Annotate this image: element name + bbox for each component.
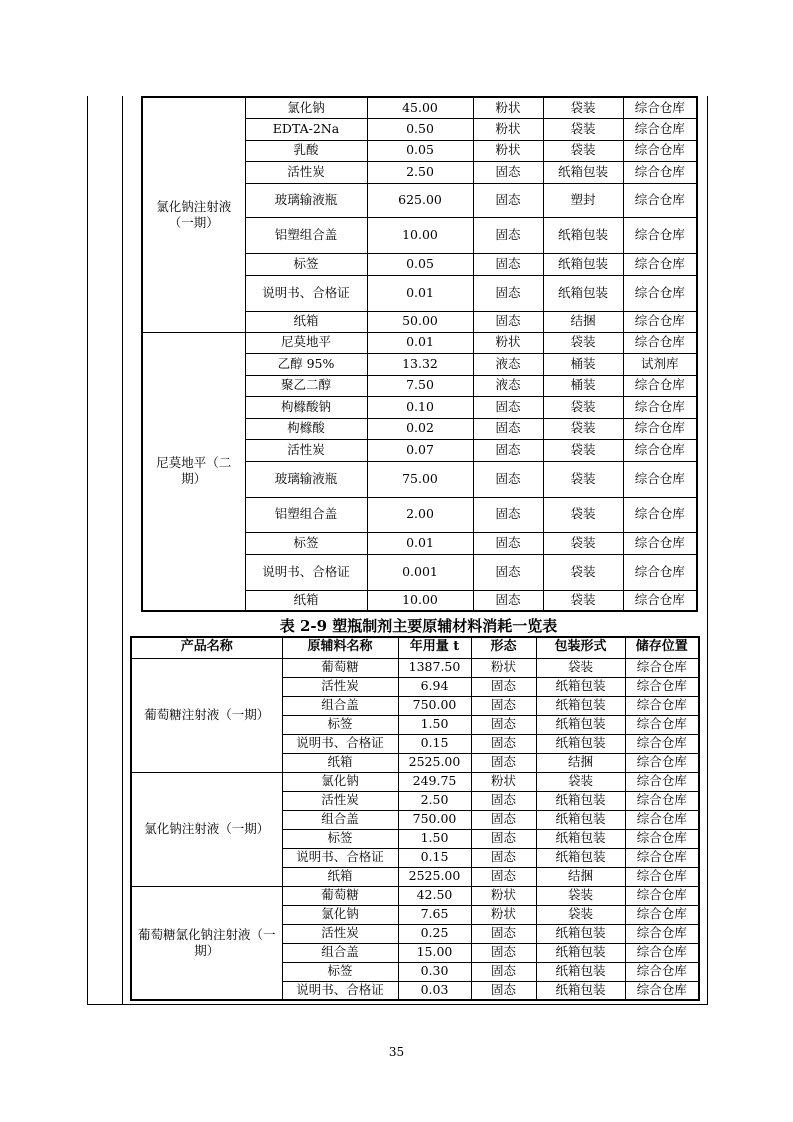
material-cell: 活性炭 — [282, 791, 398, 810]
material-cell: 纸箱 — [282, 753, 398, 772]
form-cell: 粉状 — [473, 332, 543, 353]
package-cell: 袋装 — [543, 439, 623, 461]
amount-cell: 75.00 — [367, 461, 473, 497]
amount-cell: 0.001 — [367, 554, 473, 590]
amount-cell: 0.30 — [398, 962, 471, 981]
material-cell: 氯化钠 — [282, 905, 398, 924]
amount-cell: 0.15 — [398, 734, 471, 753]
package-cell: 纸箱包装 — [543, 253, 623, 275]
form-cell: 固态 — [471, 924, 536, 943]
material-cell: 标签 — [282, 829, 398, 848]
material-cell: 葡萄糖 — [282, 886, 398, 905]
form-cell: 粉状 — [473, 140, 543, 161]
amount-cell: 0.03 — [398, 981, 471, 1000]
amount-cell: 7.50 — [367, 375, 473, 396]
material-cell: 氯化钠 — [282, 772, 398, 791]
page-number: 35 — [388, 1045, 405, 1059]
package-cell: 桶装 — [543, 375, 623, 396]
storage-cell: 综合仓库 — [623, 97, 697, 118]
form-cell: 粉状 — [471, 886, 536, 905]
storage-cell: 综合仓库 — [625, 886, 699, 905]
amount-cell: 2525.00 — [398, 753, 471, 772]
storage-cell: 综合仓库 — [623, 418, 697, 439]
material-cell: 标签 — [282, 715, 398, 734]
material-cell: 纸箱 — [282, 867, 398, 886]
amount-cell: 10.00 — [367, 217, 473, 253]
amount-cell: 2525.00 — [398, 867, 471, 886]
material-cell: 说明书、合格证 — [282, 848, 398, 867]
form-cell: 固态 — [473, 461, 543, 497]
form-cell: 固态 — [473, 439, 543, 461]
package-cell: 袋装 — [536, 886, 625, 905]
table-row — [142, 332, 697, 353]
form-cell: 固态 — [473, 311, 543, 332]
package-cell: 结捆 — [543, 311, 623, 332]
package-cell: 桶装 — [543, 353, 623, 375]
materials-table-continued — [141, 96, 698, 612]
storage-cell: 综合仓库 — [625, 867, 699, 886]
storage-cell: 综合仓库 — [625, 810, 699, 829]
material-cell: 玻璃输液瓶 — [245, 183, 367, 217]
header-storage: 储存位置 — [625, 637, 699, 658]
form-cell: 固态 — [473, 418, 543, 439]
package-cell: 纸箱包装 — [536, 696, 625, 715]
form-cell: 固态 — [471, 829, 536, 848]
form-cell: 固态 — [471, 981, 536, 1000]
form-cell: 液态 — [473, 375, 543, 396]
table-row — [131, 886, 699, 905]
package-cell: 袋装 — [536, 905, 625, 924]
storage-cell: 综合仓库 — [625, 753, 699, 772]
table-row — [142, 97, 697, 118]
form-cell: 粉状 — [473, 118, 543, 140]
plastic-bottle-materials-table — [130, 636, 700, 1001]
material-cell: 说明书、合格证 — [282, 981, 398, 1000]
material-cell: 枸橼酸钠 — [245, 396, 367, 418]
package-cell: 纸箱包装 — [536, 715, 625, 734]
package-cell: 塑封 — [543, 183, 623, 217]
storage-cell: 试剂库 — [623, 353, 697, 375]
package-cell: 纸箱包装 — [543, 275, 623, 311]
package-cell: 袋装 — [543, 396, 623, 418]
storage-cell: 综合仓库 — [625, 943, 699, 962]
form-cell: 固态 — [473, 497, 543, 532]
amount-cell: 750.00 — [398, 810, 471, 829]
amount-cell: 0.01 — [367, 532, 473, 554]
package-cell: 纸箱包装 — [536, 677, 625, 696]
table-row — [131, 772, 699, 791]
package-cell: 纸箱包装 — [536, 791, 625, 810]
package-cell: 袋装 — [543, 118, 623, 140]
package-cell: 纸箱包装 — [536, 943, 625, 962]
package-cell: 纸箱包装 — [536, 962, 625, 981]
storage-cell: 综合仓库 — [625, 829, 699, 848]
material-cell: 铝塑组合盖 — [245, 497, 367, 532]
package-cell: 袋装 — [543, 554, 623, 590]
form-cell: 固态 — [473, 183, 543, 217]
storage-cell: 综合仓库 — [623, 396, 697, 418]
storage-cell: 综合仓库 — [623, 439, 697, 461]
storage-cell: 综合仓库 — [623, 217, 697, 253]
amount-cell: 7.65 — [398, 905, 471, 924]
material-cell: 尼莫地平 — [245, 332, 367, 353]
material-cell: 标签 — [282, 962, 398, 981]
amount-cell: 0.50 — [367, 118, 473, 140]
package-cell: 纸箱包装 — [543, 217, 623, 253]
form-cell: 固态 — [473, 532, 543, 554]
storage-cell: 综合仓库 — [623, 554, 697, 590]
form-cell: 固态 — [471, 677, 536, 696]
form-cell: 固态 — [471, 810, 536, 829]
amount-cell: 0.15 — [398, 848, 471, 867]
package-cell: 袋装 — [543, 332, 623, 353]
form-cell: 固态 — [471, 848, 536, 867]
material-cell: 乳酸 — [245, 140, 367, 161]
amount-cell: 42.50 — [398, 886, 471, 905]
package-cell: 结捆 — [536, 867, 625, 886]
amount-cell: 1.50 — [398, 715, 471, 734]
package-cell: 纸箱包装 — [543, 161, 623, 183]
form-cell: 粉状 — [471, 905, 536, 924]
amount-cell: 0.07 — [367, 439, 473, 461]
storage-cell: 综合仓库 — [623, 532, 697, 554]
form-cell: 固态 — [471, 867, 536, 886]
amount-cell: 0.05 — [367, 140, 473, 161]
form-cell: 固态 — [473, 396, 543, 418]
form-cell: 固态 — [473, 161, 543, 183]
package-cell: 袋装 — [536, 772, 625, 791]
amount-cell: 13.32 — [367, 353, 473, 375]
form-cell: 固态 — [473, 554, 543, 590]
amount-cell: 6.94 — [398, 677, 471, 696]
storage-cell: 综合仓库 — [625, 981, 699, 1000]
product-name-cell: 氯化钠注射液（一期） — [131, 772, 282, 886]
storage-cell: 综合仓库 — [623, 311, 697, 332]
amount-cell: 750.00 — [398, 696, 471, 715]
package-cell: 结捆 — [536, 753, 625, 772]
amount-cell: 15.00 — [398, 943, 471, 962]
package-cell: 纸箱包装 — [536, 981, 625, 1000]
amount-cell: 2.50 — [367, 161, 473, 183]
product-name-cell: 尼莫地平（二期） — [142, 332, 245, 611]
material-cell: 活性炭 — [245, 161, 367, 183]
form-cell: 固态 — [471, 943, 536, 962]
storage-cell: 综合仓库 — [623, 118, 697, 140]
storage-cell: 综合仓库 — [625, 848, 699, 867]
amount-cell: 50.00 — [367, 311, 473, 332]
material-cell: 活性炭 — [282, 677, 398, 696]
form-cell: 固态 — [473, 590, 543, 611]
package-cell: 纸箱包装 — [536, 829, 625, 848]
material-cell: 说明书、合格证 — [245, 275, 367, 311]
amount-cell: 2.00 — [367, 497, 473, 532]
material-cell: 标签 — [245, 253, 367, 275]
package-cell: 纸箱包装 — [536, 924, 625, 943]
amount-cell: 0.05 — [367, 253, 473, 275]
material-cell: 标签 — [245, 532, 367, 554]
amount-cell: 0.01 — [367, 275, 473, 311]
storage-cell: 综合仓库 — [625, 791, 699, 810]
storage-cell: 综合仓库 — [623, 497, 697, 532]
form-cell: 粉状 — [471, 772, 536, 791]
form-cell: 固态 — [473, 217, 543, 253]
storage-cell: 综合仓库 — [625, 658, 699, 677]
material-cell: 说明书、合格证 — [245, 554, 367, 590]
storage-cell: 综合仓库 — [623, 375, 697, 396]
package-cell: 袋装 — [543, 532, 623, 554]
product-name-cell: 葡萄糖氯化钠注射液（一期） — [131, 886, 282, 1000]
table-row — [131, 658, 699, 677]
package-cell: 袋装 — [543, 497, 623, 532]
form-cell: 粉状 — [471, 658, 536, 677]
package-cell: 袋装 — [543, 418, 623, 439]
storage-cell: 综合仓库 — [625, 734, 699, 753]
material-cell: 枸橼酸 — [245, 418, 367, 439]
header-package: 包装形式 — [536, 637, 625, 658]
amount-cell: 0.02 — [367, 418, 473, 439]
material-cell: EDTA-2Na — [245, 118, 367, 140]
form-cell: 固态 — [471, 734, 536, 753]
amount-cell: 0.10 — [367, 396, 473, 418]
storage-cell: 综合仓库 — [623, 253, 697, 275]
storage-cell: 综合仓库 — [623, 461, 697, 497]
storage-cell: 综合仓库 — [623, 183, 697, 217]
frame-inner-line — [122, 96, 123, 1004]
package-cell: 纸箱包装 — [536, 848, 625, 867]
material-cell: 玻璃输液瓶 — [245, 461, 367, 497]
amount-cell: 10.00 — [367, 590, 473, 611]
form-cell: 固态 — [473, 275, 543, 311]
form-cell: 固态 — [471, 696, 536, 715]
product-name-cell: 葡萄糖注射液（一期） — [131, 658, 282, 772]
package-cell: 袋装 — [536, 658, 625, 677]
storage-cell: 综合仓库 — [623, 590, 697, 611]
amount-cell: 45.00 — [367, 97, 473, 118]
material-cell: 组合盖 — [282, 696, 398, 715]
storage-cell: 综合仓库 — [625, 677, 699, 696]
storage-cell: 综合仓库 — [625, 905, 699, 924]
amount-cell: 249.75 — [398, 772, 471, 791]
material-cell: 葡萄糖 — [282, 658, 398, 677]
storage-cell: 综合仓库 — [625, 924, 699, 943]
material-cell: 说明书、合格证 — [282, 734, 398, 753]
material-cell: 氯化钠 — [245, 97, 367, 118]
header-product: 产品名称 — [131, 637, 282, 658]
material-cell: 组合盖 — [282, 943, 398, 962]
form-cell: 固态 — [471, 753, 536, 772]
material-cell: 活性炭 — [282, 924, 398, 943]
material-cell: 聚乙二醇 — [245, 375, 367, 396]
amount-cell: 0.01 — [367, 332, 473, 353]
package-cell: 袋装 — [543, 461, 623, 497]
header-form: 形态 — [471, 637, 536, 658]
form-cell: 固态 — [473, 253, 543, 275]
header-material: 原辅料名称 — [282, 637, 398, 658]
material-cell: 组合盖 — [282, 810, 398, 829]
amount-cell: 2.50 — [398, 791, 471, 810]
package-cell: 纸箱包装 — [536, 810, 625, 829]
storage-cell: 综合仓库 — [625, 962, 699, 981]
package-cell: 袋装 — [543, 97, 623, 118]
material-cell: 纸箱 — [245, 590, 367, 611]
material-cell: 乙醇 95% — [245, 353, 367, 375]
form-cell: 固态 — [471, 962, 536, 981]
product-name-cell: 氯化钠注射液（一期） — [142, 97, 245, 332]
form-cell: 液态 — [473, 353, 543, 375]
material-cell: 活性炭 — [245, 439, 367, 461]
form-cell: 粉状 — [473, 97, 543, 118]
header-amount: 年用量 t — [398, 637, 471, 658]
storage-cell: 综合仓库 — [623, 161, 697, 183]
package-cell: 纸箱包装 — [536, 734, 625, 753]
amount-cell: 625.00 — [367, 183, 473, 217]
storage-cell: 综合仓库 — [623, 140, 697, 161]
storage-cell: 综合仓库 — [625, 715, 699, 734]
form-cell: 固态 — [471, 791, 536, 810]
amount-cell: 1.50 — [398, 829, 471, 848]
table-header-row — [131, 637, 699, 658]
amount-cell: 0.25 — [398, 924, 471, 943]
table-caption: 表 2-9 塑瓶制剂主要原辅材料消耗一览表 — [279, 617, 558, 635]
storage-cell: 综合仓库 — [623, 332, 697, 353]
form-cell: 固态 — [471, 715, 536, 734]
storage-cell: 综合仓库 — [623, 275, 697, 311]
package-cell: 袋装 — [543, 140, 623, 161]
storage-cell: 综合仓库 — [625, 772, 699, 791]
package-cell: 袋装 — [543, 590, 623, 611]
amount-cell: 1387.50 — [398, 658, 471, 677]
material-cell: 铝塑组合盖 — [245, 217, 367, 253]
material-cell: 纸箱 — [245, 311, 367, 332]
storage-cell: 综合仓库 — [625, 696, 699, 715]
